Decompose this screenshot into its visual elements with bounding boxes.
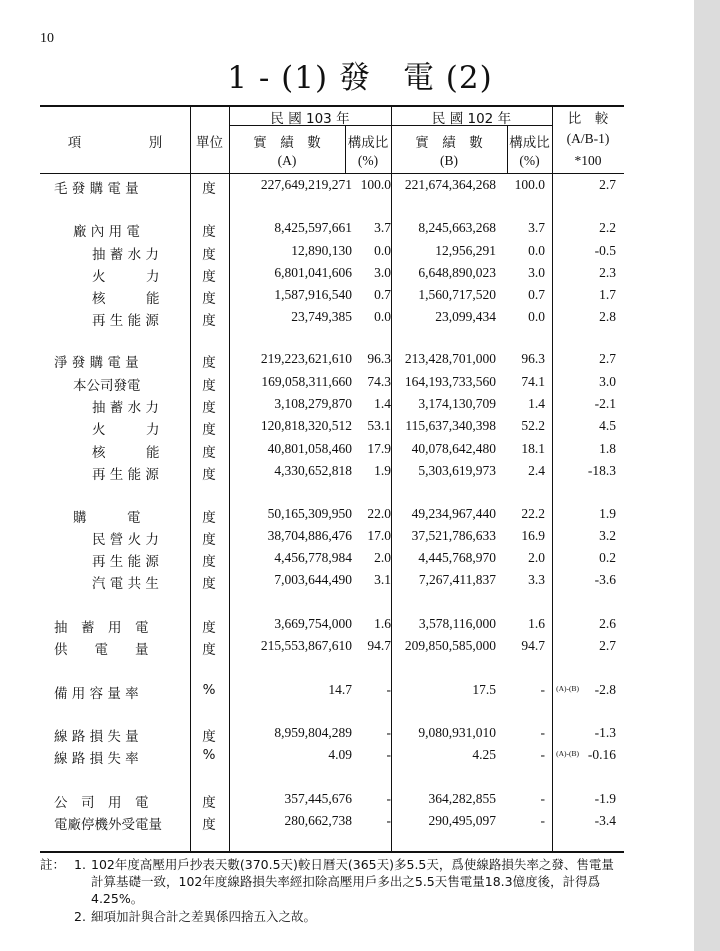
row-label: 抽 蓄 水 力 <box>92 247 159 263</box>
cell-unit: 度 <box>202 554 216 570</box>
cell-value-102: 3,578,116,000 <box>418 616 496 631</box>
table-row <box>40 220 624 240</box>
cell-ratio-102: - <box>540 747 545 762</box>
cell-ratio-103: 0.7 <box>374 287 391 302</box>
cell-value-103: 40,801,058,460 <box>267 441 352 456</box>
generation-table <box>40 105 624 852</box>
table-row <box>40 309 624 329</box>
compare-formula-note: (A)-(B) <box>556 684 579 693</box>
cell-value-102: 6,648,890,023 <box>418 265 496 280</box>
cell-unit: 度 <box>202 378 216 394</box>
cell-value-103: 227,649,219,271 <box>260 177 352 192</box>
cell-compare: 2.7 <box>599 638 616 653</box>
cell-unit: 度 <box>202 510 216 526</box>
table-row <box>40 396 624 416</box>
cell-ratio-102: 52.2 <box>521 418 545 433</box>
cell-ratio-102: - <box>540 813 545 828</box>
cell-ratio-102: 74.1 <box>521 374 545 389</box>
cell-value-102: 4,445,768,970 <box>418 550 496 565</box>
table-row <box>40 374 624 394</box>
cell-compare: -0.16 <box>587 747 616 762</box>
row-label: 再 生 能 源 <box>92 554 159 570</box>
cell-unit: 度 <box>202 467 216 483</box>
cell-ratio-102: - <box>540 725 545 740</box>
note-1-line-2: 計算基礎一致，102年度線路損失率經扣除高壓用戶多出之5.5天售電量18.3億度後，計得爲 <box>91 874 601 889</box>
cell-value-103: 219,223,621,610 <box>260 351 352 366</box>
cell-ratio-103: 96.3 <box>367 351 391 366</box>
table-row <box>40 265 624 285</box>
row-label: 民 營 火 力 <box>92 532 159 548</box>
cell-ratio-103: 94.7 <box>367 638 391 653</box>
cell-unit: 度 <box>202 313 216 329</box>
cell-compare: 2.8 <box>599 309 616 324</box>
cell-value-102: 209,850,585,000 <box>404 638 496 653</box>
cell-value-103: 14.7 <box>328 682 352 697</box>
cell-ratio-103: 1.6 <box>374 616 391 631</box>
cell-value-102: 3,174,130,709 <box>418 396 496 411</box>
cell-value-102: 7,267,411,837 <box>418 572 496 587</box>
cell-compare: 2.7 <box>599 351 616 366</box>
table-row <box>40 616 624 636</box>
cell-ratio-102: 96.3 <box>521 351 545 366</box>
cell-ratio-103: - <box>386 747 391 762</box>
cell-value-102: 40,078,642,480 <box>411 441 496 456</box>
row-label: 廠 內 用 電 <box>73 224 140 240</box>
cell-compare: 1.9 <box>599 506 616 521</box>
table-row <box>40 177 624 197</box>
table-row <box>40 418 624 438</box>
header-compare-scale: *100 <box>574 153 602 168</box>
header-bottom-rule <box>40 173 624 174</box>
cell-ratio-102: 3.3 <box>528 572 545 587</box>
cell-value-102: 290,495,097 <box>428 813 496 828</box>
row-label: 再 生 能 源 <box>92 313 159 329</box>
cell-unit: 度 <box>202 576 216 592</box>
cell-value-102: 12,956,291 <box>435 243 496 258</box>
page-edge-shadow <box>694 0 720 951</box>
cell-compare: 0.2 <box>599 550 616 565</box>
cell-unit: 度 <box>202 445 216 461</box>
note-2-number: 2. <box>74 909 86 924</box>
row-label: 核 能 <box>92 445 160 461</box>
cell-value-102: 17.5 <box>472 682 496 697</box>
header-item: 項 別 <box>67 135 163 151</box>
page-number: 10 <box>40 31 54 46</box>
cell-ratio-103: 0.0 <box>374 243 391 258</box>
cell-ratio-102: 18.1 <box>521 441 545 456</box>
row-label: 購 電 <box>73 510 141 526</box>
cell-unit: 度 <box>202 181 216 197</box>
header-value-a: 實 績 數 <box>253 135 321 151</box>
header-pct-b: (%) <box>519 153 540 168</box>
cell-compare: 2.3 <box>599 265 616 280</box>
cell-compare: 1.7 <box>599 287 616 302</box>
table-row <box>40 528 624 548</box>
cell-ratio-102: 0.7 <box>528 287 545 302</box>
note-1-number: 1. <box>74 857 86 872</box>
cell-value-103: 50,165,309,950 <box>267 506 352 521</box>
cell-compare: -2.1 <box>594 396 616 411</box>
cell-compare: 2.7 <box>599 177 616 192</box>
row-label: 核 能 <box>92 291 160 307</box>
cell-value-103: 169,058,311,660 <box>261 374 352 389</box>
header-ratio-a: 構成比 <box>347 135 389 151</box>
cell-value-102: 1,560,717,520 <box>418 287 496 302</box>
cell-value-103: 8,425,597,661 <box>274 220 352 235</box>
cell-unit: 度 <box>202 291 216 307</box>
cell-value-103: 280,662,738 <box>284 813 352 828</box>
table-row <box>40 550 624 570</box>
cell-unit: % <box>202 682 216 698</box>
cell-ratio-103: 0.0 <box>374 309 391 324</box>
row-label: 公 司 用 電 <box>54 795 149 811</box>
header-code-b: (B) <box>440 153 458 168</box>
cell-value-102: 221,674,364,268 <box>404 177 496 192</box>
cell-ratio-103: 3.1 <box>374 572 391 587</box>
cell-unit: 度 <box>202 729 216 745</box>
cell-unit: 度 <box>202 422 216 438</box>
cell-ratio-102: 100.0 <box>514 177 545 192</box>
cell-compare: -0.5 <box>594 243 616 258</box>
cell-unit: 度 <box>202 355 216 371</box>
cell-value-103: 6,801,041,606 <box>274 265 352 280</box>
table-row <box>40 638 624 658</box>
cell-unit: 度 <box>202 400 216 416</box>
cell-ratio-103: - <box>386 813 391 828</box>
row-label: 供 電 量 <box>54 642 149 658</box>
cell-compare: -2.8 <box>594 682 616 697</box>
cell-unit: 度 <box>202 795 216 811</box>
row-label: 淨 發 購 電 量 <box>54 355 139 371</box>
header-year-a: 民 國 103 年 <box>270 111 350 127</box>
cell-ratio-102: - <box>540 791 545 806</box>
cell-value-102: 9,080,931,010 <box>418 725 496 740</box>
cell-value-103: 120,818,320,512 <box>260 418 352 433</box>
cell-ratio-103: - <box>386 682 391 697</box>
header-year-b: 民 國 102 年 <box>431 111 512 127</box>
cell-ratio-102: 16.9 <box>521 528 545 543</box>
cell-ratio-102: 94.7 <box>521 638 545 653</box>
row-label: 毛 發 購 電 量 <box>54 181 139 197</box>
table-row <box>40 572 624 592</box>
cell-unit: 度 <box>202 269 216 285</box>
table-row <box>40 791 624 811</box>
header-ratio-b: 構成比 <box>509 135 550 151</box>
note-2-text: 細項加計與合計之差異係四捨五入之故。 <box>91 909 317 924</box>
cell-value-103: 3,108,279,870 <box>274 396 352 411</box>
row-label: 本公司發電 <box>73 378 141 394</box>
note-1-line-3: 4.25%。 <box>91 891 144 906</box>
notes-lead: 註： <box>40 857 66 872</box>
cell-compare: -3.6 <box>594 572 616 587</box>
cell-unit: 度 <box>202 247 216 263</box>
table-row <box>40 682 624 702</box>
row-label: 備 用 容 量 率 <box>54 686 139 702</box>
table-row <box>40 243 624 263</box>
table-row <box>40 441 624 461</box>
cell-value-102: 37,521,786,633 <box>411 528 496 543</box>
cell-ratio-102: 0.0 <box>528 243 545 258</box>
row-label: 火 力 <box>92 422 160 438</box>
cell-value-103: 4,456,778,984 <box>274 550 352 565</box>
cell-ratio-102: - <box>540 682 545 697</box>
row-label: 抽 蓄 水 力 <box>92 400 159 416</box>
header-unit: 單位 <box>196 135 223 151</box>
table-row <box>40 287 624 307</box>
header-value-b: 實 績 數 <box>415 135 483 151</box>
cell-ratio-103: 53.1 <box>367 418 391 433</box>
row-label: 再 生 能 源 <box>92 467 159 483</box>
cell-unit: 度 <box>202 817 216 833</box>
row-label: 線 路 損 失 率 <box>54 751 139 767</box>
cell-unit: % <box>202 747 216 763</box>
header-code-a: (A) <box>277 153 297 168</box>
cell-ratio-103: 22.0 <box>367 506 391 521</box>
cell-ratio-102: 3.7 <box>528 220 545 235</box>
cell-ratio-103: 1.4 <box>374 396 391 411</box>
cell-value-103: 12,890,130 <box>291 243 352 258</box>
cell-ratio-102: 1.6 <box>528 616 545 631</box>
cell-ratio-102: 2.4 <box>528 463 545 478</box>
cell-compare: 4.5 <box>599 418 616 433</box>
header-compare: 比 較 <box>567 111 609 127</box>
cell-compare: -1.3 <box>594 725 616 740</box>
row-label: 汽 電 共 生 <box>92 576 159 592</box>
compare-formula-note: (A)-(B) <box>556 749 579 758</box>
cell-ratio-103: 17.0 <box>367 528 391 543</box>
cell-value-103: 23,749,385 <box>291 309 352 324</box>
cell-value-103: 4.09 <box>328 747 352 762</box>
cell-unit: 度 <box>202 642 216 658</box>
cell-ratio-103: 2.0 <box>374 550 391 565</box>
cell-compare: -18.3 <box>587 463 616 478</box>
cell-ratio-102: 22.2 <box>521 506 545 521</box>
cell-value-102: 213,428,701,000 <box>404 351 496 366</box>
table-row <box>40 747 624 767</box>
cell-value-103: 357,445,676 <box>284 791 352 806</box>
cell-ratio-103: 100.0 <box>360 177 391 192</box>
cell-ratio-103: 3.7 <box>374 220 391 235</box>
cell-value-102: 49,234,967,440 <box>411 506 496 521</box>
cell-value-103: 7,003,644,490 <box>274 572 352 587</box>
cell-ratio-102: 2.0 <box>528 550 545 565</box>
table-row <box>40 351 624 371</box>
cell-unit: 度 <box>202 620 216 636</box>
cell-unit: 度 <box>202 224 216 240</box>
cell-ratio-102: 3.0 <box>528 265 545 280</box>
cell-compare: 2.6 <box>599 616 616 631</box>
cell-value-103: 1,587,916,540 <box>274 287 352 302</box>
cell-ratio-103: 17.9 <box>367 441 391 456</box>
row-label: 線 路 損 失 量 <box>54 729 139 745</box>
cell-value-102: 4.25 <box>472 747 496 762</box>
cell-value-102: 164,193,733,560 <box>404 374 496 389</box>
cell-ratio-102: 1.4 <box>528 396 545 411</box>
row-label: 火 力 <box>92 269 160 285</box>
cell-compare: 3.0 <box>599 374 616 389</box>
cell-ratio-103: 74.3 <box>367 374 391 389</box>
cell-compare: 1.8 <box>599 441 616 456</box>
table-row <box>40 813 624 833</box>
cell-value-102: 23,099,434 <box>435 309 496 324</box>
cell-value-103: 4,330,652,818 <box>274 463 352 478</box>
cell-compare: 2.2 <box>599 220 616 235</box>
cell-ratio-103: - <box>386 791 391 806</box>
cell-value-103: 8,959,804,289 <box>274 725 352 740</box>
table-row <box>40 506 624 526</box>
cell-compare: -1.9 <box>594 791 616 806</box>
row-label: 抽 蓄 用 電 <box>54 620 149 636</box>
cell-compare: 3.2 <box>599 528 616 543</box>
cell-value-103: 3,669,754,000 <box>274 616 352 631</box>
cell-compare: -3.4 <box>594 813 616 828</box>
cell-value-103: 215,553,867,610 <box>260 638 352 653</box>
cell-ratio-103: 1.9 <box>374 463 391 478</box>
cell-unit: 度 <box>202 532 216 548</box>
cell-ratio-102: 0.0 <box>528 309 545 324</box>
cell-value-102: 8,245,663,268 <box>418 220 496 235</box>
table-row <box>40 463 624 483</box>
row-label: 電廠停機外受電量 <box>54 817 162 833</box>
note-1-line-1: 102年度高壓用戶抄表天數(370.5天)較日曆天(365天)多5.5天，爲使線路損失率之發、售電量 <box>91 857 614 872</box>
table-bottom-rule <box>40 851 624 853</box>
cell-value-102: 364,282,855 <box>428 791 496 806</box>
cell-value-103: 38,704,886,476 <box>267 528 352 543</box>
table-row <box>40 725 624 745</box>
header-pct-a: (%) <box>357 153 379 168</box>
cell-value-102: 115,637,340,398 <box>405 418 496 433</box>
cell-value-102: 5,303,619,973 <box>418 463 496 478</box>
page-title: 1 - (1) 發 電 (2) <box>227 60 493 96</box>
header-compare-formula: (A/B-1) <box>566 131 610 146</box>
cell-ratio-103: 3.0 <box>374 265 391 280</box>
cell-ratio-103: - <box>386 725 391 740</box>
